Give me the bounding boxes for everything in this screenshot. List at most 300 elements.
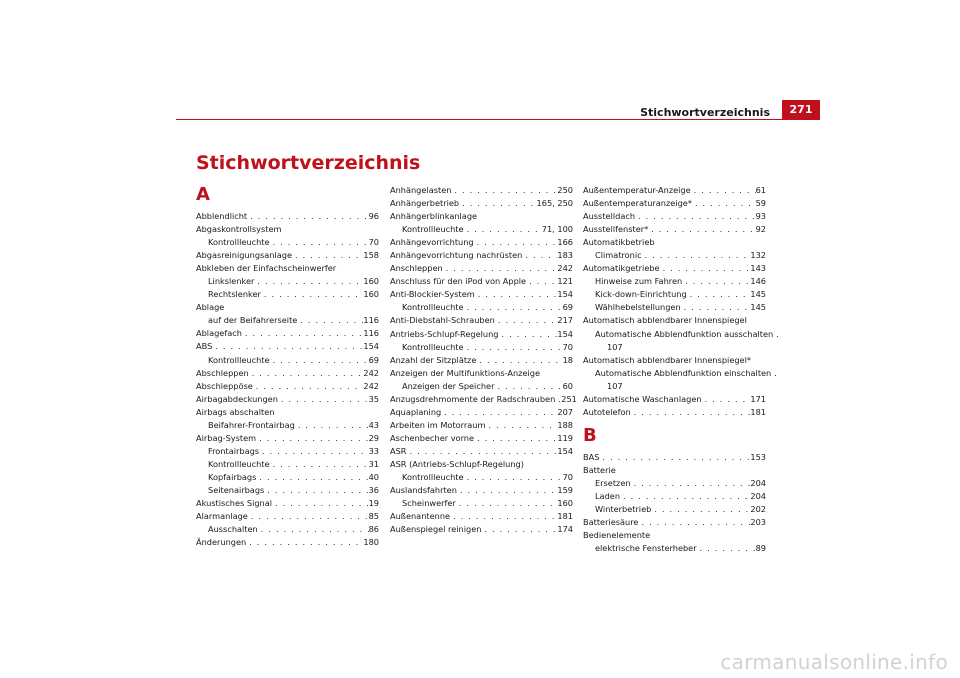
- index-entry: [390, 275, 573, 288]
- index-entry: [196, 406, 379, 432]
- index-entry: [196, 249, 379, 262]
- subentry-label: Linkslenker: [208, 276, 255, 287]
- term-label: Ausstelldach: [583, 211, 636, 222]
- page-reference: 69: [562, 302, 573, 313]
- index-entry: [390, 523, 573, 536]
- index-entry: [196, 497, 379, 510]
- index-subentry: [196, 288, 379, 301]
- dot-leader: [258, 523, 369, 536]
- dot-leader: [631, 406, 751, 419]
- index-entry: [583, 223, 766, 236]
- page-reference: 174: [557, 524, 573, 535]
- term-label: Automatikgetriebe: [583, 263, 660, 274]
- page-reference: 89: [755, 543, 766, 554]
- page-reference: 35: [368, 393, 379, 404]
- dot-leader: [682, 275, 750, 288]
- page-reference: 171: [750, 393, 766, 404]
- page-reference: 154: [557, 445, 573, 456]
- term-label: Ablagefach: [196, 328, 242, 339]
- subentry-label: Ersetzen: [595, 477, 631, 488]
- term-label: Abschleppöse: [196, 380, 253, 391]
- term-label: Airbag-System: [196, 432, 257, 443]
- index-term-line: [390, 393, 577, 406]
- index-entry: [390, 288, 573, 314]
- index-entry: [390, 236, 573, 249]
- entries-list: [583, 451, 766, 555]
- term-label: Arbeiten im Motorraum: [390, 419, 486, 430]
- index-term-line: [390, 367, 573, 380]
- page-reference: 59: [755, 198, 766, 209]
- index-subentry: [196, 275, 379, 288]
- dot-leader: [270, 354, 369, 367]
- index-subentry: [196, 445, 379, 458]
- page-reference: 60: [562, 380, 573, 391]
- index-subentry: [583, 328, 774, 341]
- page-reference: 119: [557, 432, 573, 443]
- index-term-line: [196, 340, 379, 353]
- index-entry: [583, 529, 766, 555]
- index-term-line: [583, 184, 766, 197]
- index-entry: [583, 197, 766, 210]
- page-reference: 251: [561, 393, 577, 404]
- subentry-label: Climatronic: [595, 250, 642, 261]
- index-entry: [196, 393, 379, 406]
- index-term-line: [196, 380, 379, 393]
- index-term-line: [196, 497, 379, 510]
- page-reference: 93: [755, 211, 766, 222]
- index-subentry: [583, 503, 766, 516]
- page-reference: 160: [363, 289, 379, 300]
- dot-leader: [474, 236, 558, 249]
- page-reference: 107: [607, 341, 623, 352]
- page-title: Stichwortverzeichnis: [196, 152, 421, 174]
- index-entry: [390, 484, 573, 510]
- index-subentry: [390, 301, 573, 314]
- term-label: Abgaskontrollsystem: [196, 224, 282, 235]
- page-reference: 116: [363, 328, 379, 339]
- subentry-label: Wählhebelstellungen: [595, 302, 681, 313]
- subentry-label: Automatische Abblendfunktion ausschalten: [595, 328, 774, 339]
- index-term-line: [390, 314, 573, 327]
- index-term-line: [390, 236, 573, 249]
- term-label: Ablage: [196, 302, 225, 313]
- index-term-line: [390, 419, 573, 432]
- dot-leader: [692, 197, 756, 210]
- index-term-line: [390, 458, 573, 471]
- dot-leader: [481, 523, 557, 536]
- dot-leader: [278, 393, 369, 406]
- dot-leader: [642, 249, 751, 262]
- index-entry: [583, 236, 766, 262]
- page-reference: 202: [750, 504, 766, 515]
- dot-leader: [485, 419, 557, 432]
- section-letter: B: [583, 424, 597, 446]
- index-entry: [390, 210, 573, 236]
- page-reference: 204: [750, 477, 766, 488]
- term-label: Außenspiegel reinigen: [390, 524, 482, 535]
- dot-leader: [771, 367, 777, 380]
- subentry-label: Winterbetrieb: [595, 504, 652, 515]
- subentry-label: Anzeigen der Speicher: [402, 380, 495, 391]
- term-label: Anzeigen der Multifunktions-Anzeige: [390, 367, 541, 378]
- dot-leader: [249, 367, 364, 380]
- page-reference: 188: [557, 419, 573, 430]
- index-entry: [583, 406, 766, 419]
- term-label: Batterie: [583, 464, 616, 475]
- page-reference: 154: [363, 341, 379, 352]
- index-term-line: [390, 328, 573, 341]
- dot-leader: [464, 341, 563, 354]
- subentry-label: Kick-down-Einrichtung: [595, 289, 687, 300]
- index-entry: [390, 445, 573, 458]
- subentry-label: auf der Beifahrerseite: [208, 315, 298, 326]
- index-term-line: [390, 197, 573, 210]
- index-subentry: [196, 354, 379, 367]
- index-term-line: [583, 314, 766, 327]
- page-reference: 160: [363, 276, 379, 287]
- index-subentry: [583, 275, 766, 288]
- index-subentry: [196, 458, 379, 471]
- index-term-line: [390, 262, 573, 275]
- index-term-line: [196, 510, 379, 523]
- index-entry: [583, 314, 774, 353]
- dot-leader: [242, 327, 363, 340]
- dot-leader: [457, 484, 557, 497]
- index-entry: [390, 432, 573, 445]
- index-entry: [583, 354, 772, 393]
- subentry-label: Kontrollleuchte: [402, 224, 464, 235]
- dot-leader: [464, 223, 542, 236]
- page-reference: 143: [750, 263, 766, 274]
- dot-leader: [687, 288, 751, 301]
- term-label: BAS: [583, 451, 600, 462]
- page-reference: 132: [750, 250, 766, 261]
- index-entry: [390, 510, 573, 523]
- subentry-label: Ausschalten: [208, 524, 258, 535]
- term-label: Airbags abschalten: [196, 406, 275, 417]
- term-label: Anhängevorrichtung: [390, 237, 474, 248]
- index-subentry: [583, 367, 772, 380]
- dot-leader: [248, 510, 369, 523]
- dot-leader: [456, 497, 558, 510]
- subentry-label: Laden: [595, 490, 621, 501]
- index-subentry: [583, 288, 766, 301]
- dot-leader: [660, 262, 751, 275]
- page-reference: 40: [368, 471, 379, 482]
- index-entry: [390, 197, 573, 210]
- subentry-label: Frontairbags: [208, 445, 260, 456]
- term-label: Abblendlicht: [196, 211, 248, 221]
- page-reference: 154: [557, 328, 573, 339]
- page-reference: 217: [557, 315, 573, 326]
- page-reference: 70: [562, 341, 573, 352]
- dot-leader: [620, 490, 750, 503]
- dot-leader: [522, 249, 557, 262]
- index-entry: [390, 328, 573, 354]
- header-title: Stichwortverzeichnis: [640, 106, 770, 119]
- page-reference: 154: [557, 289, 573, 300]
- term-label: Airbagabdeckungen: [196, 393, 278, 404]
- subentry-label: Kontrollleuchte: [402, 341, 464, 352]
- term-label: ASR: [390, 445, 407, 456]
- index-term-line: [583, 529, 766, 542]
- dot-leader: [464, 471, 563, 484]
- entries-list: [196, 210, 379, 549]
- page-reference: 250: [557, 185, 573, 195]
- term-label: Anzahl der Sitzplätze: [390, 354, 477, 365]
- page-reference: 18: [562, 354, 573, 365]
- term-label: Automatikbetrieb: [583, 237, 655, 248]
- page-number-tab: 271: [782, 100, 820, 119]
- dot-leader: [295, 419, 369, 432]
- index-term-line: [583, 464, 766, 477]
- index-entry: [390, 393, 577, 406]
- index-term-line: [196, 223, 379, 236]
- index-subentry: [390, 471, 573, 484]
- term-label: Anschleppen: [390, 263, 443, 274]
- index-term-line: [390, 510, 573, 523]
- dot-leader: [256, 471, 368, 484]
- index-entry: [390, 406, 573, 419]
- index-term-line: [583, 516, 766, 529]
- page-reference: 242: [363, 380, 379, 391]
- entries-list: [583, 184, 774, 419]
- index-term-line: [196, 210, 379, 223]
- page-reference: 92: [755, 224, 766, 235]
- term-label: Anhängevorrichtung nachrüsten: [390, 250, 523, 261]
- index-subentry: [583, 477, 766, 490]
- dot-leader: [474, 432, 557, 445]
- subentry-label: Kontrollleuchte: [402, 472, 464, 483]
- dot-leader: [212, 340, 363, 353]
- index-subentry: [583, 301, 766, 314]
- page-reference: 180: [363, 537, 379, 548]
- index-subentry: [390, 223, 573, 236]
- term-label: Antriebs-Schlupf-Regelung: [390, 328, 499, 339]
- subentry-label: elektrische Fensterheber: [595, 543, 697, 554]
- index-term-line: [390, 210, 573, 223]
- index-subentry: [583, 490, 766, 503]
- dot-leader: [270, 236, 369, 249]
- index-term-line: [196, 393, 379, 406]
- term-label: Automatisch abblendbarer Innenspiegel: [583, 315, 747, 326]
- dot-leader: [254, 275, 363, 288]
- dot-leader: [253, 380, 364, 393]
- subentry-label: Automatische Abblendfunktion einschalten: [595, 367, 772, 378]
- entries-list: [390, 184, 577, 536]
- dot-leader: [247, 210, 368, 223]
- watermark: carmanualsonline.info: [720, 650, 948, 674]
- dot-leader: [246, 536, 363, 549]
- dot-leader: [441, 406, 557, 419]
- index-entry: [390, 367, 573, 393]
- page-reference: 242: [363, 367, 379, 378]
- index-entry: [390, 249, 573, 262]
- dot-leader: [407, 445, 558, 458]
- index-term-line: [583, 406, 766, 419]
- page-reference: 29: [368, 432, 379, 443]
- index-entry: [196, 380, 379, 393]
- header-rule: [176, 119, 820, 120]
- index-entry: [390, 184, 573, 197]
- index-subentry: [583, 542, 766, 555]
- index-term-line: [390, 523, 573, 536]
- index-term-line: [583, 451, 766, 464]
- index-term-line: [390, 484, 573, 497]
- dot-leader: [259, 445, 369, 458]
- page-reference: 86: [368, 524, 379, 535]
- term-label: Änderungen: [196, 537, 247, 548]
- dot-leader: [443, 262, 558, 275]
- term-label: Aschenbecher vorne: [390, 432, 475, 443]
- dot-leader: [450, 510, 557, 523]
- subentry-label: Kontrollleuchte: [208, 458, 270, 469]
- term-label: Anhängerblinkanlage: [390, 211, 478, 222]
- page-reference: 43: [368, 419, 379, 430]
- dot-leader: [681, 301, 751, 314]
- index-term-line: [390, 288, 573, 301]
- subentry-label: Kontrollleuchte: [208, 237, 270, 248]
- term-label: Anti-Blockier-System: [390, 289, 475, 300]
- dot-leader: [292, 249, 363, 262]
- index-term-line: [583, 210, 766, 223]
- term-label: Alarmanlage: [196, 511, 248, 522]
- page-reference: 70: [368, 237, 379, 248]
- term-label: Anzugsdrehmomente der Radschrauben: [390, 393, 556, 404]
- term-label: Automatisch abblendbarer Innenspiegel*: [583, 354, 751, 365]
- dot-leader: [475, 288, 558, 301]
- dot-leader: [599, 451, 750, 464]
- subentry-label: Beifahrer-Frontairbag: [208, 419, 295, 430]
- dot-leader: [495, 314, 558, 327]
- index-entry: [390, 419, 573, 432]
- page-reference: 158: [363, 250, 379, 261]
- term-label: Akustisches Signal: [196, 498, 273, 509]
- index-entry: [196, 327, 379, 340]
- index-subentry: [583, 249, 766, 262]
- index-entry: [583, 451, 766, 464]
- dot-leader: [272, 497, 369, 510]
- index-entry: [196, 432, 379, 497]
- dot-leader: [476, 354, 562, 367]
- page-reference: 71, 100: [541, 224, 573, 235]
- term-label: Abkleben der Einfachscheinwerfer: [196, 263, 337, 274]
- page-reference: 116: [363, 315, 379, 326]
- index-subentry: [196, 523, 379, 536]
- index-column-2: [390, 184, 577, 536]
- term-label: Automatische Waschanlagen: [583, 393, 702, 404]
- index-entry: [390, 458, 573, 484]
- index-term-line: [583, 262, 766, 275]
- dot-leader: [459, 197, 536, 210]
- index-term-line: [583, 197, 766, 210]
- index-term-line: [196, 327, 379, 340]
- dot-leader: [702, 393, 751, 406]
- index-entry: [196, 340, 379, 366]
- page-reference: 69: [368, 354, 379, 365]
- page-reference: 242: [557, 263, 573, 274]
- index-term-line: [583, 393, 766, 406]
- page-reference: 203: [750, 517, 766, 528]
- index-term-line: [390, 249, 573, 262]
- dot-leader: [691, 184, 756, 197]
- subentry-label: Hinweise zum Fahren: [595, 276, 683, 287]
- index-subentry: [196, 314, 379, 327]
- page-reference: 145: [750, 302, 766, 313]
- term-label: Außentemperaturanzeige*: [583, 198, 692, 209]
- dot-leader: [631, 477, 751, 490]
- term-label: Abschleppen: [196, 367, 249, 378]
- subentry-label: Rechtslenker: [208, 289, 261, 300]
- term-label: Aquaplaning: [390, 406, 442, 417]
- page-reference: 70: [562, 472, 573, 483]
- index-subentry: [390, 380, 573, 393]
- index-subentry: [196, 484, 379, 497]
- term-label: Anhängelasten: [390, 185, 452, 195]
- index-entry: [390, 354, 573, 367]
- index-term-line: [390, 275, 573, 288]
- index-term-line: [196, 406, 379, 419]
- index-subentry: [390, 341, 573, 354]
- page-reference: 204: [750, 490, 766, 501]
- dot-leader: [498, 328, 557, 341]
- dot-leader: [648, 223, 755, 236]
- index-term-line: [390, 406, 573, 419]
- dot-leader: [464, 301, 563, 314]
- index-entry: [196, 262, 379, 301]
- index-subentry: [390, 497, 573, 510]
- term-label: Ausstellfenster*: [583, 224, 649, 235]
- page-reference: 207: [557, 406, 573, 417]
- subentry-label: Kopfairbags: [208, 471, 257, 482]
- page-reference: 36: [368, 484, 379, 495]
- page-reference: 85: [368, 511, 379, 522]
- term-label: Außenantenne: [390, 511, 451, 522]
- index-term-line: [390, 184, 573, 197]
- page-reference: 96: [368, 211, 379, 221]
- term-label: Anschluss für den iPod von Apple: [390, 276, 527, 287]
- index-term-line: [196, 249, 379, 262]
- term-label: Bedienelemente: [583, 530, 651, 541]
- term-label: Autotelefon: [583, 406, 631, 417]
- dot-leader: [270, 458, 369, 471]
- page-reference: 33: [368, 445, 379, 456]
- index-entry: [196, 210, 379, 223]
- index-subentry: [196, 419, 379, 432]
- page-reference: 181: [750, 406, 766, 417]
- index-column-1: [196, 184, 379, 549]
- term-label: Außentemperatur-Anzeige: [583, 185, 691, 195]
- page-reference: 160: [557, 498, 573, 509]
- index-term-line: [196, 536, 379, 549]
- dot-leader: [264, 484, 368, 497]
- page-reference: 19: [368, 498, 379, 509]
- page-reference: 31: [368, 458, 379, 469]
- index-subentry: [196, 236, 379, 249]
- page-reference: 183: [557, 250, 573, 261]
- index-entry: [196, 367, 379, 380]
- page-reference: 153: [750, 451, 766, 462]
- subentry-label: Seitenairbags: [208, 484, 265, 495]
- index-term-line: [196, 432, 379, 445]
- term-label: Anti-Diebstahl-Schrauben: [390, 315, 495, 326]
- term-label: Auslandsfahrten: [390, 485, 457, 496]
- dot-leader: [256, 432, 368, 445]
- index-term-line: [583, 354, 766, 367]
- dot-leader: [697, 542, 756, 555]
- index-term-line: [583, 223, 766, 236]
- index-term-line: [196, 301, 379, 314]
